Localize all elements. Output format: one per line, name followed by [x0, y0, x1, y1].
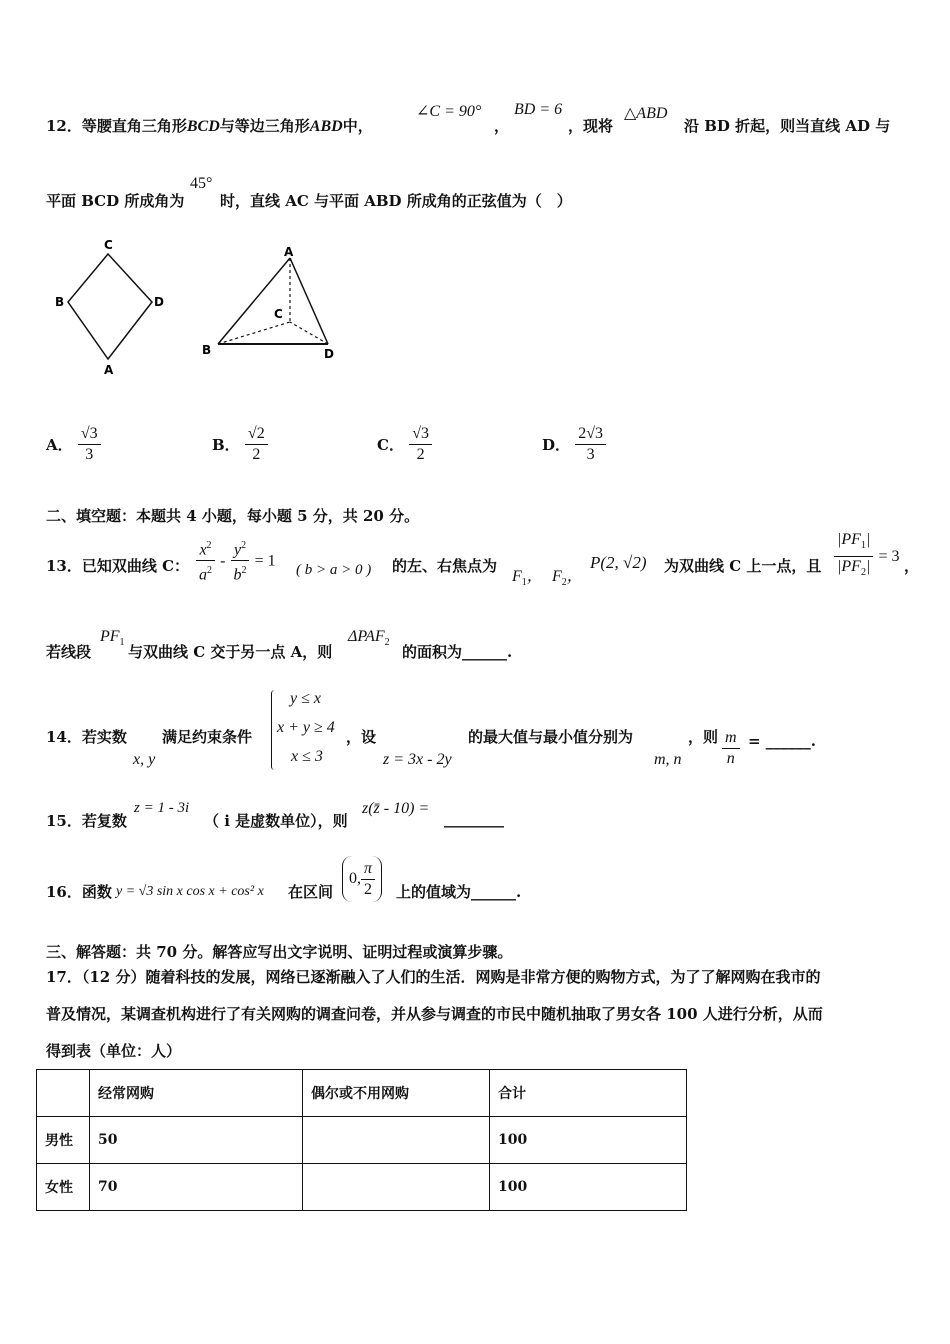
option-d-label: D．: [542, 436, 571, 454]
q14-z: z = 3x - 2y: [383, 751, 452, 768]
option-c-den: 2: [416, 446, 425, 463]
fig2-label-b: B: [202, 343, 212, 357]
q13-tail-comma: ，: [904, 557, 920, 575]
q15-z: z = 1 - 3i: [134, 800, 190, 816]
table-row: [37, 1164, 687, 1211]
q14-tail: = ______.: [748, 732, 817, 750]
table-cell: 100: [490, 1164, 687, 1211]
q15-expr: z(z̄ - 10) =: [362, 800, 430, 817]
table-header-cell: [37, 1070, 90, 1117]
q16-interval-den: 2: [364, 880, 372, 898]
fig1-label-d: D: [154, 295, 164, 309]
q16-prefix: 16．函数: [46, 883, 112, 901]
q13-f1-text: F: [512, 568, 522, 585]
q13-line2-mid: 与双曲线 C 交于另一点 A，则: [128, 643, 333, 661]
q16-interval-num: π: [361, 859, 375, 880]
q13-line2-prefix: 若线段: [46, 643, 92, 661]
option-d-den: 3: [586, 446, 595, 463]
q14-set: ，设: [346, 728, 377, 746]
fig2-label-c: C: [274, 307, 283, 321]
q16-func: y = √3 sin x cos x + cos² x: [116, 884, 264, 899]
q16-mid: 在区间: [288, 883, 334, 901]
q14-c2: x + y ≥ 4: [277, 719, 335, 736]
q14-prefix: 14．若实数: [46, 728, 127, 746]
q12-line2-prefix: 平面 BCD 所成角为: [46, 192, 185, 210]
q14-mid2: 的最大值与最小值分别为: [468, 728, 634, 746]
q12-tri1: BCD: [186, 118, 220, 135]
q13-tri-text: ΔPAF: [348, 628, 385, 645]
q12-line1-tail: 沿 BD 折起，则当直线 AD 与: [684, 117, 891, 135]
option-a-num: √3: [78, 424, 101, 445]
q13-ratio: $\frac{|PF_1|}{|PF_2|}$ = 3: [834, 530, 899, 583]
q13-f2: $F_2$，: [552, 568, 583, 589]
q14-then: ，则: [688, 728, 719, 746]
q13-eq: = 1: [254, 552, 276, 570]
q12-line1: [46, 115, 373, 136]
figure-tetrahedron: [198, 244, 348, 364]
option-b-num: √2: [245, 424, 268, 445]
fig1-label-a: A: [104, 363, 114, 377]
table-cell: [303, 1117, 490, 1164]
table-header-cell: 合计: [490, 1070, 687, 1117]
q12-comma: ，: [494, 117, 510, 135]
option-b-label: B．: [212, 436, 240, 454]
q14-frac-den: n: [726, 750, 735, 767]
table-cell: 70: [90, 1164, 303, 1211]
q12-tri2: ABD: [309, 118, 343, 135]
q13-cond: ( b > a > 0 ): [296, 562, 372, 578]
q13-ratio-eq: = 3: [878, 548, 900, 566]
option-a-den: 3: [85, 446, 94, 463]
q12-line2: [46, 190, 184, 211]
q14-mn: m, n: [654, 751, 682, 768]
option-c-label: C．: [377, 436, 404, 454]
figure-square: [50, 232, 180, 380]
table-cell: 100: [490, 1117, 687, 1164]
table-cell: 女性: [37, 1164, 90, 1211]
q13-f2-text: F: [552, 568, 562, 585]
q14-c1: y ≤ x: [290, 690, 321, 707]
q12-line2-tail: 时，直线 AC 与平面 ABD 所成角的正弦值为（ ）: [220, 192, 572, 210]
option-d[interactable]: [542, 424, 606, 465]
q16-interval-left: 0,: [349, 870, 361, 887]
table-row: [37, 1117, 687, 1164]
q13-tri: $\Delta PAF_2$: [348, 628, 390, 649]
q13-hyperbola: $\frac{x^2}{a^2}$ - $\frac{y^2}{b^2}$ = 1: [196, 536, 276, 586]
q14-frac: [722, 728, 740, 769]
fig1-label-c: C: [104, 238, 113, 252]
option-b-den: 2: [252, 446, 261, 463]
square-shape: [68, 254, 152, 359]
fig1-label-b: B: [55, 295, 65, 309]
q12-tri3: △ABD: [624, 105, 668, 122]
q12-text2: 与等边三角形: [219, 117, 310, 135]
table-header-cell: 经常网购: [90, 1070, 303, 1117]
q13-prefix: 13．已知双曲线 C：: [46, 557, 190, 575]
q17-line3: 得到表（单位：人）: [46, 1042, 182, 1060]
q16-interval: [342, 856, 382, 902]
q13-mid2: 为双曲线 C 上一点，且: [664, 557, 822, 575]
table-cell: 男性: [37, 1117, 90, 1164]
q17-line1: 17．（12 分）随着科技的发展，网络已逐渐融入了人们的生活．网购是非常方便的购物方式，为了了解网购在我市的: [46, 968, 821, 986]
q13-point: P(2, √2): [590, 553, 647, 572]
q17-table: [36, 1069, 687, 1211]
table-header-row: [37, 1070, 687, 1117]
q12-comma2: ，现将: [568, 117, 614, 135]
q13-pf1-text: PF: [100, 628, 120, 645]
q14-c3: x ≤ 3: [291, 748, 323, 765]
option-a-label: A．: [46, 436, 73, 454]
q17-line2: 普及情况，某调查机构进行了有关网购的调查问卷，并从参与调查的市民中随机抽取了男女各 100 人进行分析，从而: [46, 1005, 823, 1023]
q12-text: 12．等腰直角三角形: [46, 117, 187, 135]
q15-tail: ________: [444, 810, 504, 828]
option-b[interactable]: [212, 424, 268, 465]
q13-mid: 的左、右焦点为: [392, 557, 498, 575]
q14-vars: x, y: [133, 751, 156, 768]
option-a[interactable]: [46, 424, 101, 465]
table-cell: [303, 1164, 490, 1211]
q13-f1: $F_1$，: [512, 568, 543, 589]
q14-mid: 满足约束条件: [162, 728, 253, 746]
fig2-label-a: A: [284, 245, 294, 259]
q12-bd: BD = 6: [514, 101, 563, 118]
q14-frac-num: m: [722, 728, 740, 749]
q15-mid: （ i 是虚数单位），则: [204, 812, 348, 830]
q13-line2-tail: 的面积为______.: [402, 643, 513, 661]
q15-prefix: 15．若复数: [46, 812, 127, 830]
q12-angle: ∠C = 90°: [416, 103, 482, 120]
section2-heading: 二、填空题：本题共 4 小题，每小题 5 分，共 20 分。: [46, 507, 420, 525]
table-cell: 50: [90, 1117, 303, 1164]
q12-text3: 中，: [342, 117, 373, 135]
q16-tail: 上的值域为______.: [396, 883, 522, 901]
q12-angle45: 45°: [190, 175, 213, 192]
q13-pf1: $PF_1$: [100, 628, 125, 649]
table-header-cell: 偶尔或不用网购: [303, 1070, 490, 1117]
option-d-num: 2√3: [575, 424, 606, 445]
section3-heading: 三、解答题：共 70 分。解答应写出文字说明、证明过程或演算步骤。: [46, 943, 513, 961]
option-c[interactable]: [377, 424, 432, 465]
fig2-label-d: D: [324, 347, 334, 361]
option-c-num: √3: [409, 424, 432, 445]
